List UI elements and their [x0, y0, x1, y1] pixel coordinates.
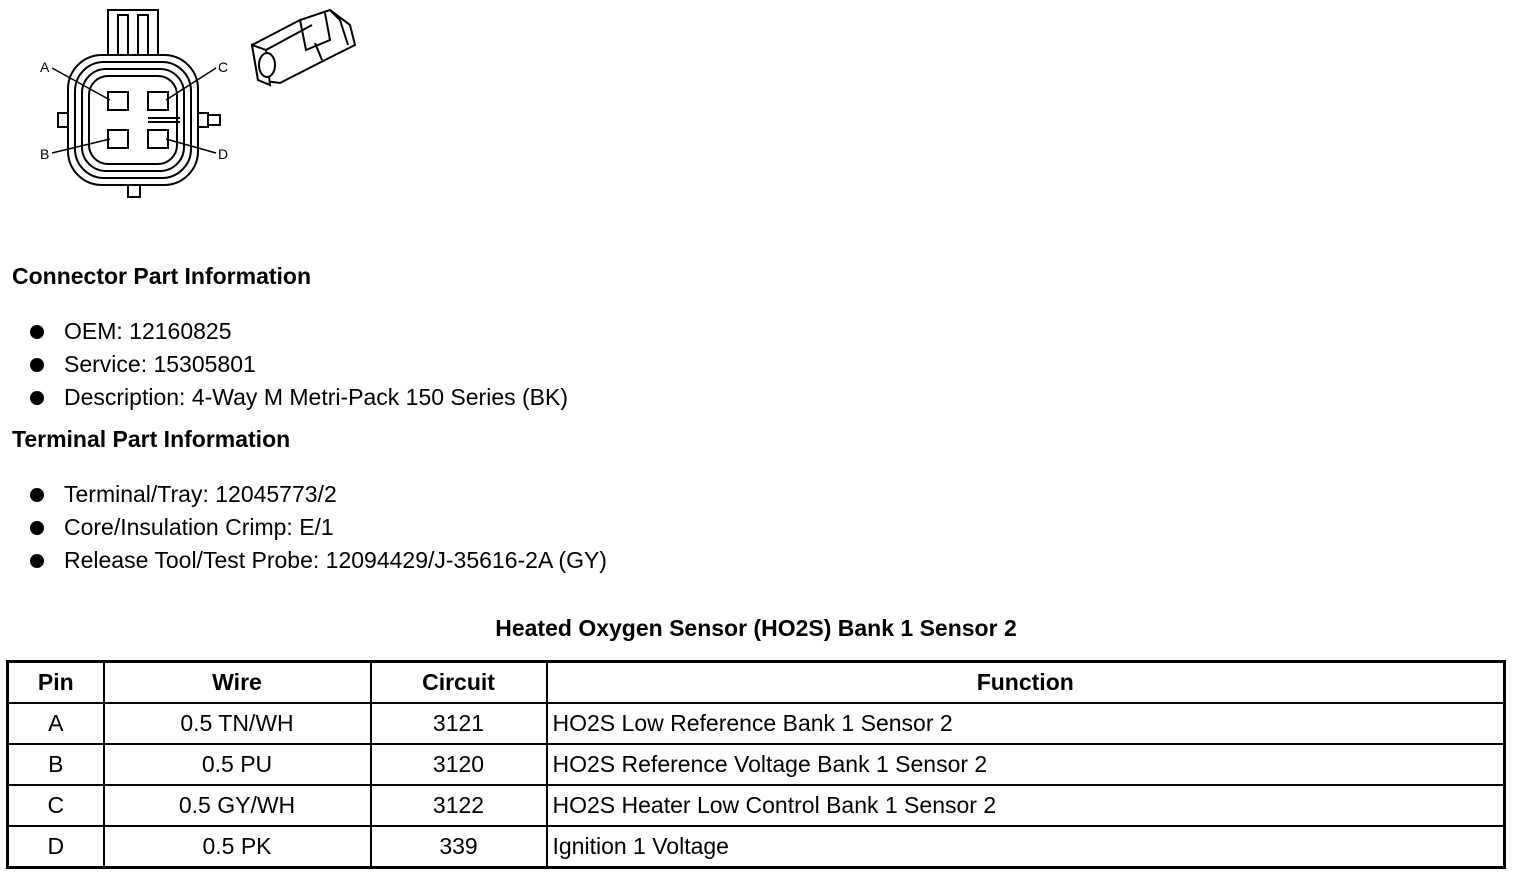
cell-pin: C: [8, 785, 104, 826]
cell-pin: B: [8, 744, 104, 785]
table-header-row: [8, 662, 1505, 704]
table-row: [8, 703, 1505, 744]
terminal-part-heading: Terminal Part Information: [12, 426, 291, 452]
cell-function: HO2S Reference Voltage Bank 1 Sensor 2: [547, 744, 1505, 785]
list-item: Service: 15305801: [28, 348, 568, 381]
list-item: Terminal/Tray: 12045773/2: [28, 478, 607, 511]
cell-wire: 0.5 PU: [104, 744, 371, 785]
cell-circuit: 3122: [371, 785, 547, 826]
bullet-icon: [30, 554, 44, 568]
pin-label-c: C: [218, 59, 229, 75]
cell-wire: 0.5 GY/WH: [104, 785, 371, 826]
connector-3d-icon: [252, 10, 355, 85]
bullet-icon: [30, 521, 44, 535]
header-function: Function: [547, 662, 1505, 704]
connector-part-heading: Connector Part Information: [12, 263, 312, 289]
table-row: [8, 826, 1505, 868]
bullet-icon: [30, 391, 44, 405]
table-title: Heated Oxygen Sensor (HO2S) Bank 1 Sensor 2: [495, 615, 1017, 641]
bullet-icon: [30, 325, 44, 339]
list-item: Release Tool/Test Probe: 12094429/J-35616-2A (GY): [28, 544, 607, 577]
cell-circuit: 339: [371, 826, 547, 868]
cell-function: HO2S Low Reference Bank 1 Sensor 2: [547, 703, 1505, 744]
pin-label-b: B: [40, 146, 50, 162]
table-row: [8, 744, 1505, 785]
cell-function: HO2S Heater Low Control Bank 1 Sensor 2: [547, 785, 1505, 826]
bullet-icon: [30, 358, 44, 372]
cell-wire: 0.5 TN/WH: [104, 703, 371, 744]
table-row: [8, 785, 1505, 826]
header-wire: Wire: [104, 662, 371, 704]
pin-label-a: A: [40, 59, 50, 75]
terminal-part-list: [28, 478, 607, 577]
list-item: Core/Insulation Crimp: E/1: [28, 511, 607, 544]
connector-part-list: [28, 315, 568, 414]
connector-diagram: [30, 5, 370, 205]
pin-label-d: D: [218, 146, 229, 162]
cell-wire: 0.5 PK: [104, 826, 371, 868]
list-item: Description: 4-Way M Metri-Pack 150 Series (BK): [28, 381, 568, 414]
cell-function: Ignition 1 Voltage: [547, 826, 1505, 868]
header-pin: Pin: [8, 662, 104, 704]
pinout-table: [6, 660, 1506, 869]
cell-circuit: 3121: [371, 703, 547, 744]
list-item: OEM: 12160825: [28, 315, 568, 348]
cell-circuit: 3120: [371, 744, 547, 785]
cell-pin: D: [8, 826, 104, 868]
bullet-icon: [30, 488, 44, 502]
header-circuit: Circuit: [371, 662, 547, 704]
cell-pin: A: [8, 703, 104, 744]
